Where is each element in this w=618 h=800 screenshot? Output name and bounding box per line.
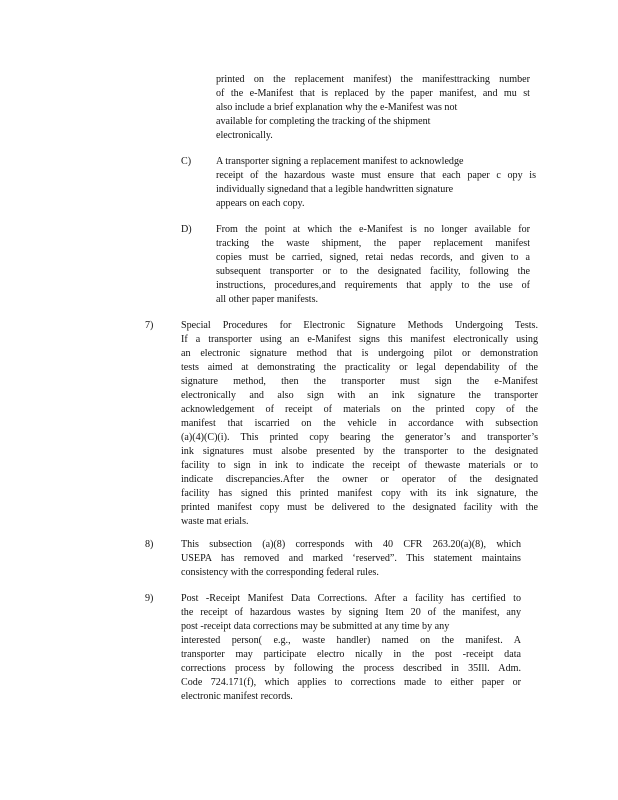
text-line: signature method, then the transporter must sign the e-Manifest: [181, 376, 538, 387]
text-line: instructions, procedures,and requirements that apply to the use of: [216, 280, 530, 291]
text-line: printed on the replacement manifest) the manifesttracking number: [216, 74, 530, 85]
text-line: subsequent transporter or to the designated facility, following the: [216, 266, 530, 277]
text-line: an electronic signature method that is undergoing pilot or demonstration: [181, 348, 538, 359]
text-line: facility to sign in ink to indicate the receipt of thewaste materials or to: [181, 460, 538, 471]
item-marker-d: D): [181, 224, 192, 235]
text-line: tracking the waste shipment, the paper replacement manifest: [216, 238, 530, 249]
item-d-paragraph: [216, 223, 530, 307]
text-line: also include a brief explanation why the e-Manifest was not: [216, 102, 458, 113]
text-line: facility has signed this printed manifest copy with its ink signature, the: [181, 488, 538, 499]
text-line: waste mat erials.: [181, 516, 249, 527]
text-line: A transporter signing a replacement manifest to acknowledge: [216, 156, 464, 167]
text-line: (a)(4)(C)(i). This printed copy bearing the generator’s and transporter’s: [181, 432, 538, 443]
text-line: copies must be carried, signed, retai nedas records, and given to a: [216, 252, 530, 263]
text-line: Special Procedures for Electronic Signature Methods Undergoing Tests.: [181, 320, 538, 331]
text-line: appears on each copy.: [216, 198, 305, 209]
text-line: corrections process by following the process described in 35Ill. Adm.: [181, 663, 521, 674]
text-line: electronically.: [216, 130, 273, 141]
text-line: This subsection (a)(8) corresponds with 40 CFR 263.20(a)(8), which: [181, 539, 521, 550]
text-line: post -receipt data corrections may be submitted at any time by any: [181, 621, 450, 632]
text-line: ink signatures must alsobe presented by the transporter to the designated: [181, 446, 538, 457]
item-marker-c: C): [181, 156, 192, 167]
item-marker-9: 9): [145, 593, 154, 604]
text-line: transporter may participate electro nically in the post -receipt data: [181, 649, 521, 660]
item-8-paragraph: [181, 538, 521, 580]
text-line: all other paper manifests.: [216, 294, 319, 305]
text-line: of the e-Manifest that is replaced by the paper manifest, and mu st: [216, 88, 530, 99]
text-line: printed manifest copy must be delivered to the designated facility with the: [181, 502, 538, 513]
text-line: consistency with the corresponding federal rules.: [181, 567, 379, 578]
text-line: receipt of the hazardous waste must ensure that each paper c opy is: [216, 170, 536, 181]
item-7-paragraph: [181, 319, 538, 529]
text-line: interested person( e.g., waste handler) named on the manifest. A: [181, 635, 521, 646]
item-marker-8: 8): [145, 539, 154, 550]
text-line: If a transporter using an e-Manifest signs this manifest electronically using: [181, 334, 538, 345]
item-c-paragraph: [216, 155, 536, 211]
item-marker-7: 7): [145, 320, 154, 331]
text-line: USEPA has removed and marked ‘reserved”. This statement maintains: [181, 553, 521, 564]
text-line: Code 724.171(f), which applies to corrections made to either paper or: [181, 677, 521, 688]
text-line: electronically and also sign with an ink signature the transporter: [181, 390, 538, 401]
text-line: tests aimed at demonstrating the practicality or legal dependability of the: [181, 362, 538, 373]
continuation-paragraph: [216, 73, 530, 143]
text-line: acknowledgement of receipt of materials on the printed copy of the: [181, 404, 538, 415]
text-line: available for completing the tracking of the shipment: [216, 116, 431, 127]
item-9-paragraph: [181, 592, 521, 704]
text-line: From the point at which the e-Manifest is no longer available for: [216, 224, 530, 235]
text-line: Post -Receipt Manifest Data Corrections. After a facility has certified to: [181, 593, 521, 604]
text-line: manifest that iscarried on the vehicle in accordance with subsection: [181, 418, 538, 429]
text-line: the receipt of hazardous wastes by signing Item 20 of the manifest, any: [181, 607, 521, 618]
text-line: electronic manifest records.: [181, 691, 293, 702]
text-line: indicate discrepancies.After the owner or operator of the designated: [181, 474, 538, 485]
text-line: individually signedand that a legible handwritten signature: [216, 184, 454, 195]
